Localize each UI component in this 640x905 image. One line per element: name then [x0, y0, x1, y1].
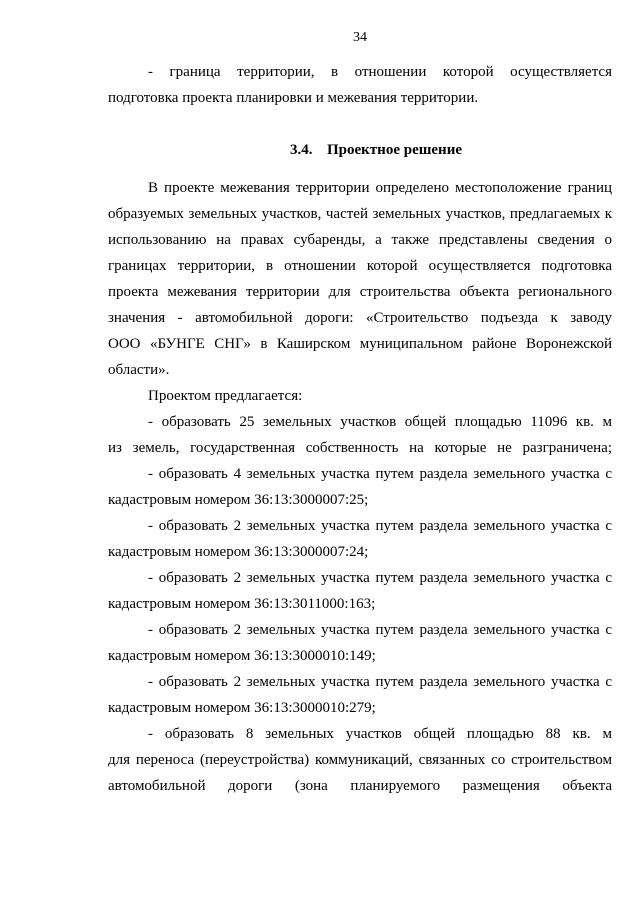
text-line: - образовать 2 земельных участка путем раздела земельного участка с: [148, 570, 612, 586]
section-heading: [290, 137, 462, 163]
text-line: для переноса (переустройства) коммуникаций, связанных со строительством: [108, 752, 612, 768]
text-line: кадастровым номером 36:13:3000010:279;: [108, 700, 376, 716]
section-number: 3.4.: [290, 142, 313, 158]
text-line: Проектом предлагается:: [148, 388, 303, 404]
page-number: 34: [353, 30, 367, 45]
list-item: [108, 669, 612, 721]
list-item: [108, 617, 612, 669]
text-line: автомобильной дороги (зона планируемого размещения объекта: [108, 778, 612, 794]
section-title: Проектное решение: [327, 142, 462, 158]
paragraph: [108, 175, 612, 383]
text-line: кадастровым номером 36:13:3000010:149;: [108, 648, 376, 664]
text-line: - граница территории, в отношении которой осуществляется: [148, 64, 612, 80]
text-line: из земель, государственная собственность на которые не разграничена;: [108, 440, 612, 456]
paragraph: [108, 383, 612, 409]
text-line: образуемых земельных участков, частей земельных участков, предлагаемых к: [108, 206, 612, 222]
text-line: кадастровым номером 36:13:3011000:163;: [108, 596, 376, 612]
text-line: использованию на правах субаренды, а также представлены сведения о: [108, 232, 612, 248]
text-line: В проекте межевания территории определено местоположение границ: [148, 180, 612, 196]
list-item: [108, 721, 612, 799]
list-item: [108, 513, 612, 565]
text-line: - образовать 25 земельных участков общей площадью 11096 кв. м: [148, 414, 612, 430]
intro-paragraph: [108, 59, 612, 111]
text-line: - образовать 4 земельных участка путем раздела земельного участка с: [148, 466, 612, 482]
text-line: - образовать 8 земельных участков общей площадью 88 кв. м: [148, 726, 612, 742]
list-item: [108, 461, 612, 513]
text-line: границах территории, в отношении которой осуществляется подготовка: [108, 258, 612, 274]
text-line: значения - автомобильной дороги: «Строительство подъезда к заводу: [108, 310, 612, 326]
section-body: [108, 175, 612, 799]
text-line: - образовать 2 земельных участка путем раздела земельного участка с: [148, 674, 612, 690]
text-line: - образовать 2 земельных участка путем раздела земельного участка с: [148, 622, 612, 638]
text-line: проекта межевания территории для строительства объекта регионального: [108, 284, 612, 300]
text-line: кадастровым номером 36:13:3000007:24;: [108, 544, 369, 560]
list-item: [108, 409, 612, 461]
list-item: [108, 565, 612, 617]
text-line: подготовка проекта планировки и межевания территории.: [108, 90, 479, 106]
text-line: ООО «БУНГЕ СНГ» в Каширском муниципальном районе Воронежской: [108, 336, 612, 352]
text-line: - образовать 2 земельных участка путем раздела земельного участка с: [148, 518, 612, 534]
text-line: области».: [108, 362, 170, 378]
text-line: кадастровым номером 36:13:3000007:25;: [108, 492, 369, 508]
